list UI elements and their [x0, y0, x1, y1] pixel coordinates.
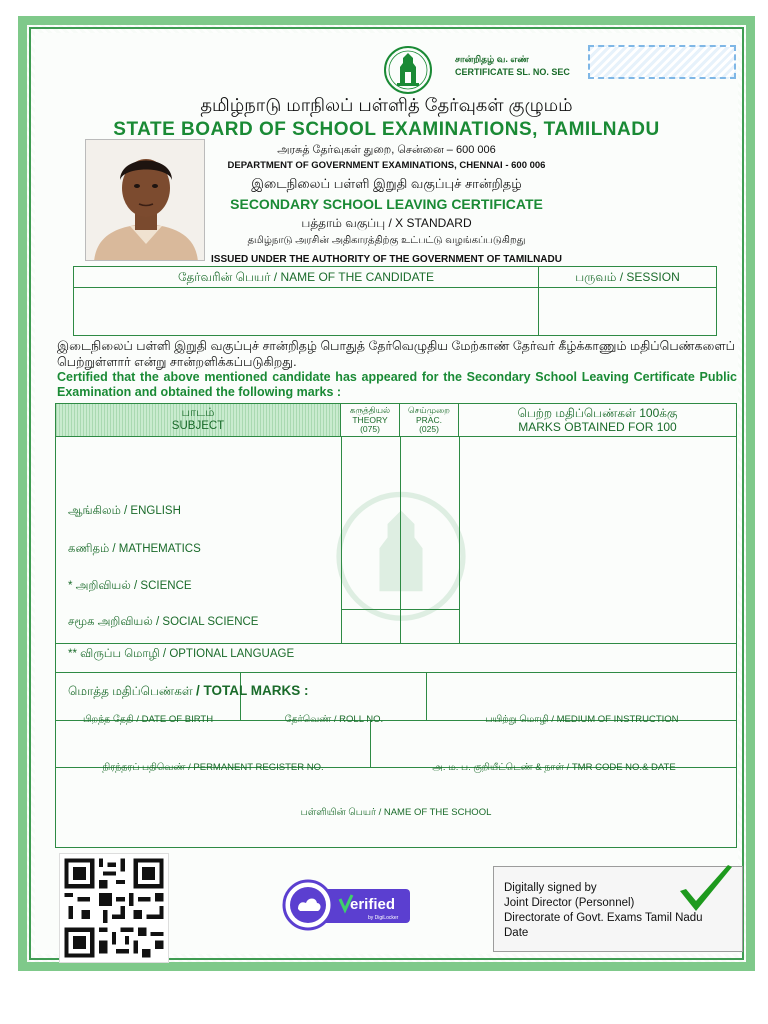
candidate-name-column [74, 267, 539, 335]
candidate-name-table [73, 266, 717, 336]
column-divider [400, 437, 401, 643]
signature-line-4: Date [504, 927, 529, 939]
marks-obtained-tamil: பெற்ற மதிப்பெண்கள் 100க்கு [517, 406, 678, 420]
total-marks-tamil: மொத்த மதிப்பெண்கள் [68, 684, 193, 698]
theory-max-marks: (075) [360, 424, 380, 434]
marks-obtained-english: MARKS OBTAINED FOR 100 [518, 420, 677, 434]
verified-sub-label: by DigiLocker [368, 915, 399, 921]
signature-line-3: Directorate of Govt. Exams Tamil Nadu [504, 912, 703, 924]
digilocker-verified-badge [282, 879, 414, 931]
theory-header-english: THEORY [352, 414, 388, 425]
board-name-tamil: தமிழ்நாடு மாநிலப் பள்ளித் தேர்வுகள் குழுமம் [200, 95, 573, 115]
certificate-page [18, 16, 755, 971]
signature-line-1: Digitally signed by [504, 882, 597, 894]
column-divider [341, 437, 342, 643]
subject-science: * அறிவியல் / SCIENCE [68, 580, 192, 592]
certification-text-english: Certified that the above mentioned candidate has appeared for the Secondary School Leaving Certificate Public Examination and obtained the following marks : [57, 370, 737, 399]
column-divider [459, 437, 460, 643]
practical-max-marks: (025) [419, 424, 439, 434]
row-divider [56, 643, 736, 644]
certificate-title-tamil: இடைநிலைப் பள்ளி இறுதி வகுப்புச் சான்றிதழ் [251, 176, 522, 191]
total-marks-english: / TOTAL MARKS : [196, 683, 309, 698]
check-mark-icon [676, 861, 736, 917]
school-name-label: பள்ளியின் பெயர் / NAME OF THE SCHOOL [300, 807, 492, 818]
roll-number-label: தேர்வெண் / ROLL NO. [284, 714, 384, 725]
certificate-serial-box [588, 45, 736, 79]
certificate-serial-english: CERTIFICATE SL. NO. SEC [455, 67, 570, 77]
subject-mathematics: கணிதம் / MATHEMATICS [68, 543, 201, 555]
emblem-watermark-icon [331, 489, 471, 629]
medium-of-instruction-label: பயிற்று மொழி / MEDIUM OF INSTRUCTION [485, 714, 679, 725]
signature-line-2: Joint Director (Personnel) [504, 897, 635, 909]
tmr-code-label: அ. ம. ப. குறியீட்டெண் & நாள் / TMR CODE NO.& DATE [432, 762, 676, 773]
marks-obtained-header [459, 404, 736, 437]
standard-label: பத்தாம் வகுப்பு / X STANDARD [301, 216, 472, 230]
subject-optional-language: ** விருப்ப மொழி / OPTIONAL LANGUAGE [68, 648, 295, 660]
row-divider [341, 609, 459, 610]
candidate-name-header: தேர்வரின் பெயர் / NAME OF THE CANDIDATE [74, 267, 538, 288]
certificate-serial-tamil: சான்றிதழ் வ. எண் [455, 54, 529, 64]
certificate-title: SECONDARY SCHOOL LEAVING CERTIFICATE [230, 196, 543, 212]
board-name: STATE BOARD OF SCHOOL EXAMINATIONS, TAMILNADU [113, 119, 660, 140]
total-marks-label [68, 683, 309, 700]
subject-header-english: SUBJECT [171, 420, 225, 432]
authority-tamil: தமிழ்நாடு அரசின் அதிகாரத்திற்கு உட்பட்டு வழங்கப்படுகிறது [247, 235, 526, 246]
session-column [539, 267, 716, 335]
date-of-birth-label: பிறந்த தேதி / DATE OF BIRTH [82, 714, 214, 725]
subject-english: ஆங்கிலம் / ENGLISH [68, 505, 181, 517]
qr-code [59, 853, 169, 963]
authority-english: ISSUED UNDER THE AUTHORITY OF THE GOVERNMENT OF TAMILNADU [211, 254, 562, 265]
column-divider [370, 720, 371, 767]
verified-label: erified [350, 896, 396, 913]
practical-column-header [400, 404, 459, 437]
practical-header-tamil: செய்முறை [408, 405, 450, 415]
tamilnadu-emblem-icon [383, 45, 433, 97]
subject-social-science: சமூக அறிவியல் / SOCIAL SCIENCE [68, 616, 259, 628]
certification-text-tamil: இடைநிலைப் பள்ளி இறுதி வகுப்புச் சான்றிதழ் பொதுத் தேர்வெழுதிய மேற்காண் தேர்வர் கீழ்க்காணும் மதிப்பெண்களைப் பெற்றுள்ளார் என்று சான்றளிக்கப்படுகிறது. [57, 339, 735, 369]
row-divider [56, 672, 736, 673]
theory-column-header [341, 404, 400, 437]
permanent-register-label: நிரந்தரப் பதிவெண் / PERMANENT REGISTER NO. [102, 762, 324, 773]
practical-header-english: PRAC. [416, 414, 442, 425]
column-divider [426, 672, 427, 720]
subject-column-header [56, 404, 341, 437]
department-tamil: அரசுத் தேர்வுகள் துறை, சென்னை – 600 006 [277, 144, 496, 156]
certificate-body [35, 33, 738, 954]
subject-header-tamil: பாடம் [181, 407, 215, 419]
certificate-serial-label [455, 53, 570, 79]
digital-signature-box [493, 866, 743, 952]
session-header: பருவம் / SESSION [539, 267, 716, 288]
theory-header-tamil: கருத்தியல் [349, 405, 391, 415]
marks-table [55, 403, 737, 848]
department-english: DEPARTMENT OF GOVERNMENT EXAMINATIONS, CHENNAI - 600 006 [227, 160, 546, 171]
